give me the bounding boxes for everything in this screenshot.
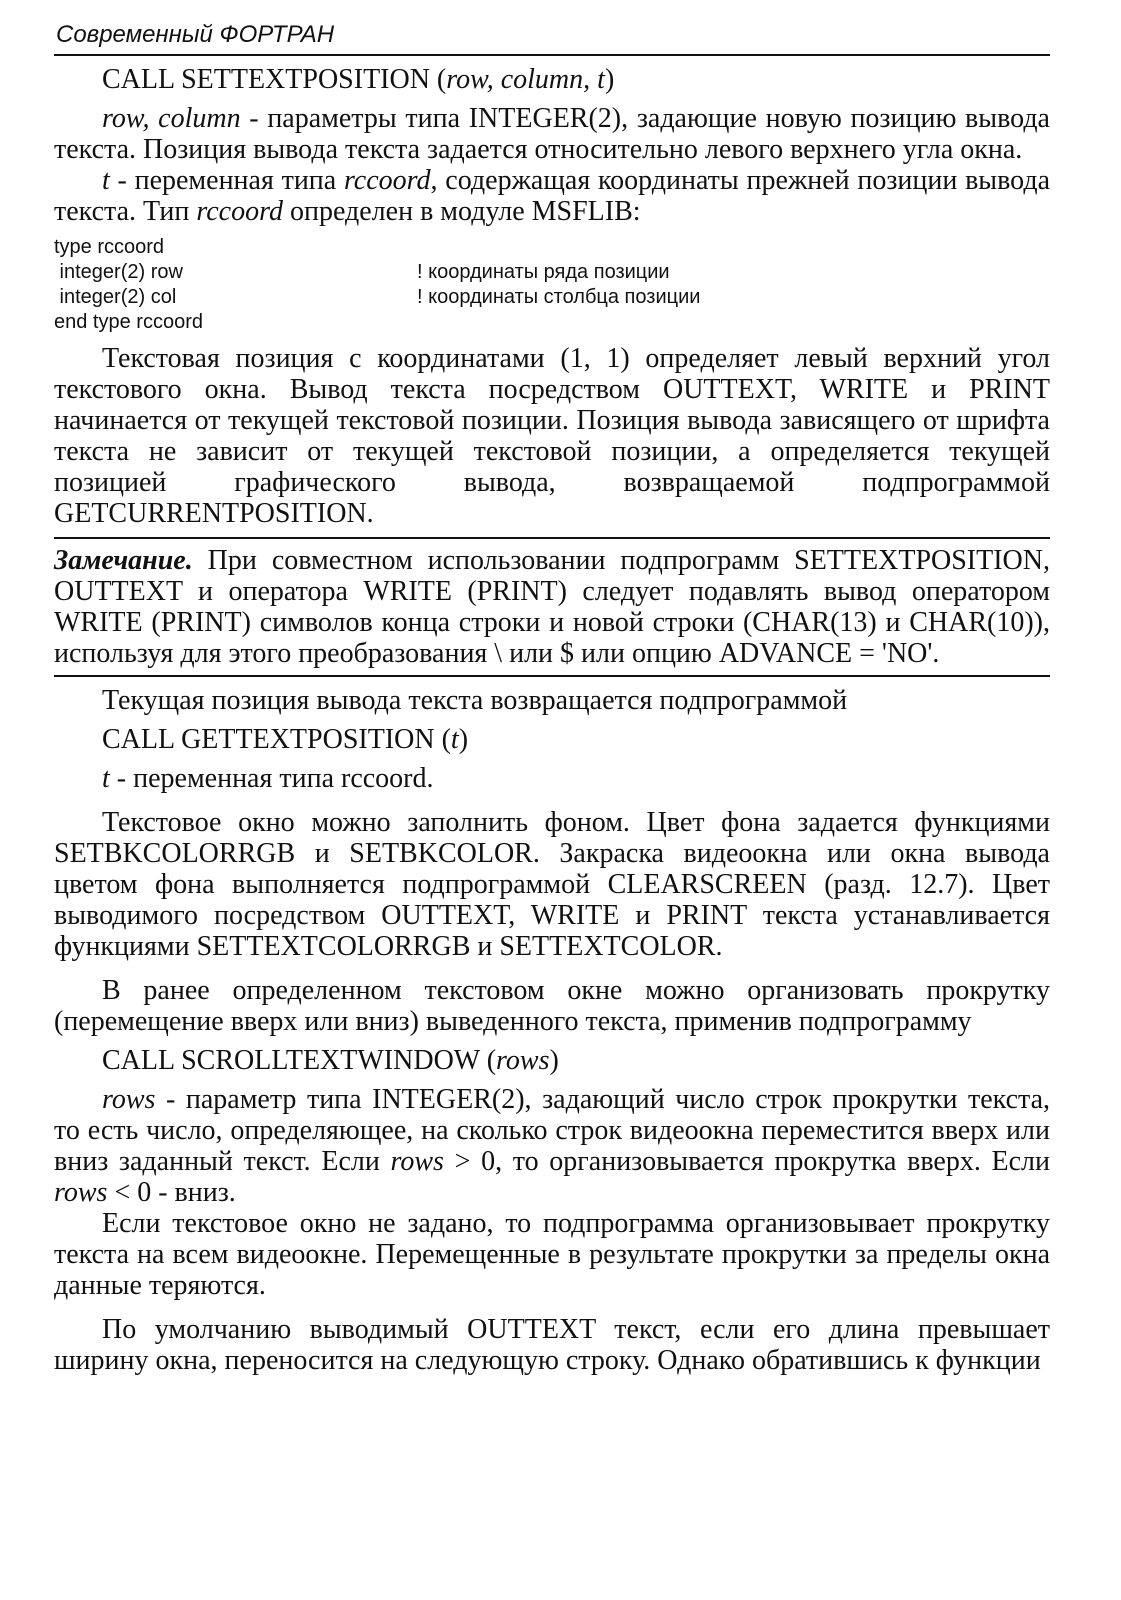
code-line	[54, 235, 1050, 260]
param-text: > 0, то организовывается прокрутка вверх. Если	[443, 1146, 1050, 1177]
book-page	[54, 18, 1050, 1376]
call-settextposition	[54, 64, 1050, 95]
param-text: , содержащая координаты прежней позиции вывода текста. Тип	[54, 165, 1051, 227]
note-paragraph	[54, 545, 1050, 669]
param-term: rows	[390, 1146, 444, 1177]
page-body	[54, 64, 1050, 1376]
type-name: rccoord	[196, 196, 283, 227]
running-title: Современный ФОРТРАН	[54, 18, 1050, 56]
call-gettextposition	[54, 724, 1050, 755]
paragraph-text-position: Текстовая позиция с координатами (1, 1) определяет левый верхний угол текстового окна. Вывод текста посредством OUTTEXT, WRITE и PRINT начинается от текущей текстовой позиции. Позиция вывода зависящего от шрифта текста не зависит от текущей текстовой позиции, а определяется текущей позицией графического вывода, возвращаемой подпрограммой GETCURRENTPOSITION.	[54, 343, 1050, 529]
paragraph-t-rccoord	[54, 165, 1050, 227]
code-listing	[54, 235, 1050, 335]
param-text: определен в модуле MSFLIB:	[282, 196, 641, 227]
param-text: - переменная типа	[109, 165, 344, 196]
paragraph-current-position: Текущая позиция вывода текста возвращается подпрограммой	[102, 685, 848, 716]
param-term: rows	[102, 1084, 156, 1115]
code-statement: integer(2) col	[54, 286, 177, 308]
param-text: - переменная типа rccoord.	[109, 763, 434, 794]
call-suffix: )	[458, 724, 469, 755]
param-term: row, column	[102, 103, 241, 134]
call-args: t	[450, 724, 459, 755]
code-line	[54, 260, 1050, 285]
call-suffix: )	[549, 1045, 559, 1076]
paragraph-background: Текстовое окно можно заполнить фоном. Цвет фона задается функциями SETBKCOLORRGB и SETBKCOLOR. Закраска видеоокна или окна вывода цветом фона выполняется подпрограммой CLEARSCREEN (разд. 12.7). Цвет выводимого посредством OUTTEXT, WRITE и PRINT текста устанавливается функциями SETTEXTCOLORRGB и SETTEXTCOLOR.	[54, 807, 1050, 962]
param-text: - параметр типа INTEGER(2), задающий число строк прокрутки текста, то есть число, определяющее, на сколько строк видеоокна переместится вверх или вниз заданный текст. Если	[54, 1084, 1050, 1177]
note-text: При совместном использовании подпрограмм SETTEXTPOSITION, OUTTEXT и оператора WRITE (PRINT) следует подавлять вывод оператором WRITE (PRINT) символов конца строки и новой строки (CHAR(13) и CHAR(10)), используя для этого преобразования \ или $ или опцию ADVANCE = 'NO'.	[54, 545, 1050, 669]
code-line	[54, 310, 1050, 335]
paragraph-row-column	[54, 103, 1050, 165]
paragraph-scroll: В ранее определенном текстовом окне можно организовать прокрутку (перемещение вверх или вниз) выведенного текста, применив подпрограмму	[54, 975, 1050, 1037]
param-text: - параметры типа INTEGER(2), задающие новую позицию вывода текста. Позиция вывода текста задается относительно левого верхнего угла окна.	[54, 103, 1050, 165]
note-label: Замечание.	[54, 545, 193, 576]
code-statement: integer(2) row	[54, 261, 183, 283]
call-prefix: CALL SETTEXTPOSITION (	[102, 64, 447, 95]
paragraph-t-variable	[54, 763, 1050, 794]
param-term: t	[102, 763, 110, 794]
call-args: row, column, t	[446, 64, 605, 95]
code-statement: end type rccoord	[54, 311, 203, 333]
param-text: < 0 - вниз.	[107, 1177, 236, 1208]
call-suffix: )	[604, 64, 615, 95]
call-prefix: CALL GETTEXTPOSITION (	[102, 724, 451, 755]
code-comment: ! координаты ряда позиции	[417, 261, 670, 283]
type-name: rccoord	[343, 165, 431, 196]
paragraph-rows	[54, 1084, 1050, 1208]
call-scrolltextwindow	[54, 1045, 1050, 1076]
call-prefix: CALL SCROLLTEXTWINDOW (	[102, 1045, 497, 1076]
code-statement: type rccoord	[54, 236, 165, 258]
code-comment: ! координаты столбца позиции	[417, 286, 701, 308]
paragraph-no-window: Если текстовое окно не задано, то подпрограмма организовывает прокрутку текста на всем видеоокне. Перемещенные в результате прокрутки за пределы окна данные теряются.	[54, 1208, 1050, 1301]
paragraph-default-wrap: По умолчанию выводимый OUTTEXT текст, если его длина превышает ширину окна, переносится на следующую строку. Однако обратившись к функции	[54, 1314, 1050, 1376]
call-args: rows	[496, 1045, 550, 1076]
code-line	[54, 285, 1050, 310]
param-term: t	[102, 165, 110, 196]
note-box	[54, 537, 1050, 677]
param-term: rows	[54, 1177, 108, 1208]
